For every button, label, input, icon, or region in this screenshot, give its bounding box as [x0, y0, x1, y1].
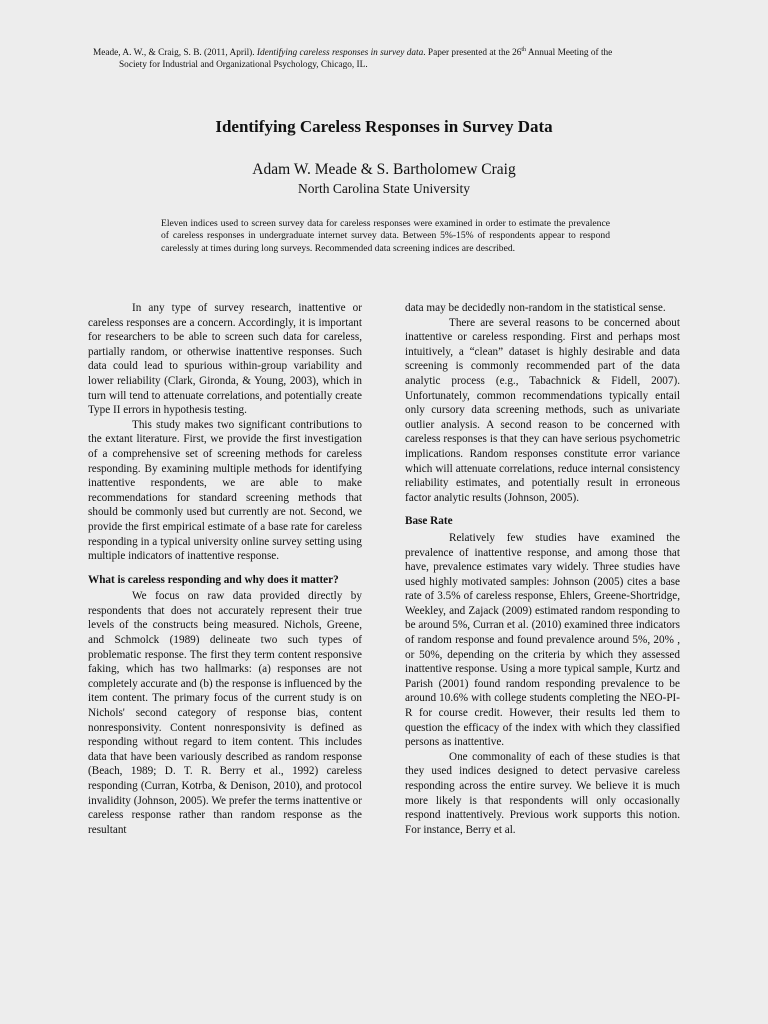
- citation-title: Identifying careless responses in survey data: [256, 48, 424, 59]
- paragraph: One commonality of each of these studies is that they used indices designed to detect pervasive careless responding across the entire survey. We believe it is much more likely is that respondents will only occasionally respond inattentively. Previous work supports this notion. For instance, Berry et al.: [405, 750, 680, 836]
- paragraph: We focus on raw data provided directly by respondents that does not accurately represent their true levels of the constructs being measured. Nichols, Greene, and Schmolck (1989) delineate two such types of problematic response. The first they term content responsive faking, which has two hallmarks: (a) responses are not completely accurate and (b) the response is influenced by the item content. The primary focus of the current study is on Nichols' second category of response bias, content nonresponsivity. Content nonresponsivity is defined as responding without regard to item content. This includes data that have been variously described as random response (Beach, 1989; D. T. R. Berry et al., 1992) careless responding (Curran, Kotrba, & Denison, 2010), and protocol invalidity (Johnson, 2005). We prefer the terms inattentive or careless response rather than random response as the resultant: [88, 590, 362, 836]
- paragraph: In any type of survey research, inattentive or careless responses are a concern. Accordingly, it is important for researchers to be able to screen such data for careless, partially random, or otherwise inattentive responses. Such data could lead to spurious within-group variability and lower reliability (Clark, Gironda, & Young, 2003), which in turn will tend to attenuate correlations, and potentially create Type II errors in hypothesis testing.: [88, 302, 362, 417]
- citation-sup: th: [521, 47, 527, 53]
- citation-line-2: Society for Industrial and Organizational Psychology, Chicago, IL.: [119, 60, 368, 71]
- section-heading: Base Rate: [405, 515, 453, 528]
- abstract: Eleven indices used to screen survey data for careless responses were examined in order to estimate the prevalence of careless responses in undergraduate internet survey data. Between 5%-15% of respondents appear to respond carelessly at times during long surveys. Recommended data screening indices are described.: [161, 218, 610, 254]
- paragraph: data may be decidedly non-random in the statistical sense.: [405, 302, 666, 314]
- section-heading: What is careless responding and why does it matter?: [88, 573, 339, 586]
- paragraph: This study makes two significant contributions to the extant literature. First, we provide the first investigation of a comprehensive set of screening methods for careless responding. By examining multiple methods for identifying inattentive respondents, we are able to make recommendations for standard screening methods that should be commonly used but currently are not. Second, we provide the first empirical estimate of a base rate for careless responding in a typical university online survey setting using multiple indicators of inattentive response.: [88, 418, 362, 563]
- paper-affiliation: North Carolina State University: [297, 181, 471, 196]
- right-column: [405, 301, 680, 837]
- paper-title: Identifying Careless Responses in Survey Data: [215, 117, 553, 136]
- paragraph: There are several reasons to be concerned about inattentive or careless responding. First and perhaps most intuitively, a “clean” dataset is highly desirable and data screening is commonly recommended part of the data analytic process (e.g., Tabachnick & Fidell, 2007). Unfortunately, common recommendations typically entail only cursory data screening methods, such as univariate outlier analysis. A second reason to be concerned with careless responses is that they can have serious psychometric implications. Random responses constitute error variance which will attenuate correlations, reduce internal consistency reliability estimates, and potentially result in erroneous factor analytic results (Johnson, 2005).: [405, 316, 680, 504]
- paper-authors: Adam W. Meade & S. Bartholomew Craig: [252, 161, 516, 178]
- paragraph: Relatively few studies have examined the prevalence of inattentive response, and among those that have, prevalence estimates vary widely. Three studies have used highly motivated samples: Johnson (2005) cites a base rate of 3.5% of careless response, Ehlers, Greene-Shortridge, Weekley, and Zajack (2009) estimated random responding to be around 5%, Curran et al. (2010) examined three indicators of random response and found prevalence around 5%, 20% , or 50%, depending on the criteria by which they assessed inattentive response. Using a more typical sample, Kurtz and Parish (2001) found random responding prevalence to be around 10.6% with college students completing the NEO-PI-R for course credit. However, their results led them to question the efficacy of the index with which they classified persons as inattentive.: [405, 531, 680, 749]
- citation-text-2: Annual Meeting of the: [526, 48, 613, 59]
- citation-header: [93, 44, 693, 71]
- citation-text-1: . Paper presented at the 26: [423, 48, 522, 59]
- left-column: [88, 301, 362, 837]
- citation-authors: Meade, A. W., & Craig, S. B. (2011, April).: [93, 48, 257, 59]
